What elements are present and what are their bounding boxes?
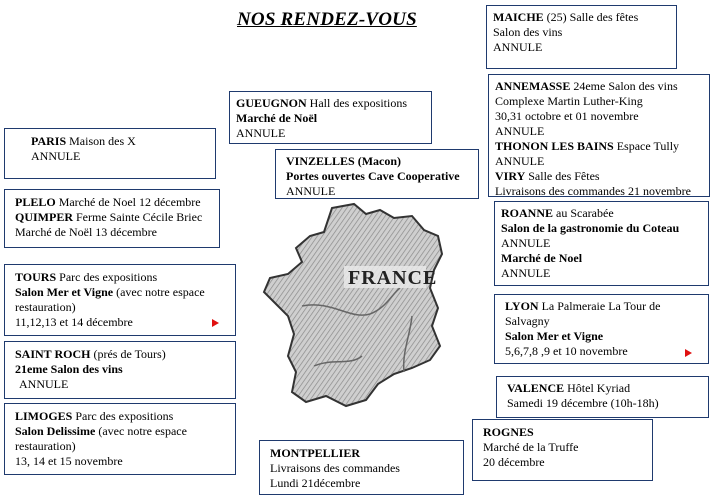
event-maiche [486,5,677,69]
details: (avec notre espace [95,424,187,438]
event-name: Marché de Noël 13 décembre [15,225,157,239]
city: ROANNE [501,206,554,220]
dates: 13, 14 et 15 novembre [15,454,123,468]
city: VALENCE [507,381,565,395]
event-name: 24eme Salon des vins [570,79,678,93]
dates: 5,6,7,8 ,9 et 10 novembre [505,344,628,358]
event-valence [496,376,709,418]
status: ANNULE [236,126,286,140]
event-vinzelles [275,149,479,199]
dates: Samedi 19 décembre (10h-18h) [507,396,659,410]
dates: 20 décembre [483,455,545,469]
city: PARIS [31,134,67,148]
event-name: Marché de Noel 12 décembre [55,195,201,209]
city: TOURS [15,270,57,284]
venue: (25) Salle des fêtes [543,10,639,24]
city: ANNEMASSE [495,79,571,93]
venue: au Scarabée [553,206,614,220]
status: ANNULE [19,377,69,391]
status: ANNULE [286,184,336,198]
event-name: 21eme Salon des vins [15,362,123,376]
status: ANNULE [493,40,543,54]
event-name: Marché de Noël [236,111,318,125]
event-name: Salon Delissime [15,424,96,438]
event-plelo-quimper [4,189,220,248]
france-map [262,196,462,421]
red-arrow-icon[interactable] [212,319,219,327]
event-roanne [494,201,709,286]
event-lyon [494,294,709,364]
venue: Parc des expositions [72,409,174,423]
venue: Salvagny [505,314,550,328]
status: ANNULE [31,149,81,163]
event-name: Marché de la Truffe [483,440,579,454]
venue: Hall des expositions [306,96,407,110]
city: MAICHE [493,10,544,24]
event-name: Marché de Noel [501,251,583,265]
page-title: NOS RENDEZ-VOUS [237,9,417,30]
event-name: Salon Mer et Vigne [505,329,604,343]
event-paris [4,128,216,179]
venue: Complexe Martin Luther-King [495,94,643,108]
city: PLELO [15,195,56,209]
details: restauration) [15,439,76,453]
status: ANNULE [501,266,551,280]
red-arrow-icon[interactable] [685,349,692,357]
details: restauration) [15,300,76,314]
venue: Ferme Sainte Cécile Briec [73,210,203,224]
dates: 30,31 octobre et 01 novembre [495,109,639,123]
status: ANNULE [495,124,545,138]
dates: Lundi 21décembre [270,476,361,490]
status: ANNULE [495,154,545,168]
city: THONON LES BAINS [495,139,614,153]
city: VINZELLES (Macon) [286,154,402,168]
event-name: Salon Mer et Vigne [15,285,114,299]
city: GUEUGNON [236,96,307,110]
city: ROGNES [483,425,534,439]
details: (avec notre espace [113,285,205,299]
event-name: Salon de la gastronomie du Coteau [501,221,680,235]
venue: Hôtel Kyriad [564,381,631,395]
venue: La Palmeraie La Tour de [538,299,661,313]
map-label: FRANCE [348,267,438,289]
status: ANNULE [501,236,551,250]
event-name: Salon des vins [493,25,563,39]
city: SAINT ROCH [15,347,91,361]
city: MONTPELLIER [270,446,361,460]
venue: (prés de Tours) [90,347,166,361]
city: VIRY [495,169,526,183]
details: Livraisons des commandes [270,461,400,475]
venue: Maison des X [66,134,136,148]
event-limoges [4,403,236,475]
event-tours [4,264,236,336]
venue: Parc des expositions [56,270,158,284]
details: Livraisons des commandes 21 novembre [495,184,691,198]
venue: Salle des Fêtes [525,169,600,183]
event-saint-roch [4,341,236,399]
venue: Espace Tully [613,139,680,153]
city: LYON [505,299,539,313]
event-annemasse [488,74,710,197]
city: QUIMPER [15,210,73,224]
event-rognes [472,419,653,481]
event-montpellier [259,440,464,495]
dates: 11,12,13 et 14 décembre [15,315,133,329]
city: LIMOGES [15,409,73,423]
event-gueugnon [229,91,432,144]
event-name: Portes ouvertes Cave Cooperative [286,169,460,183]
france-outline [264,204,442,406]
